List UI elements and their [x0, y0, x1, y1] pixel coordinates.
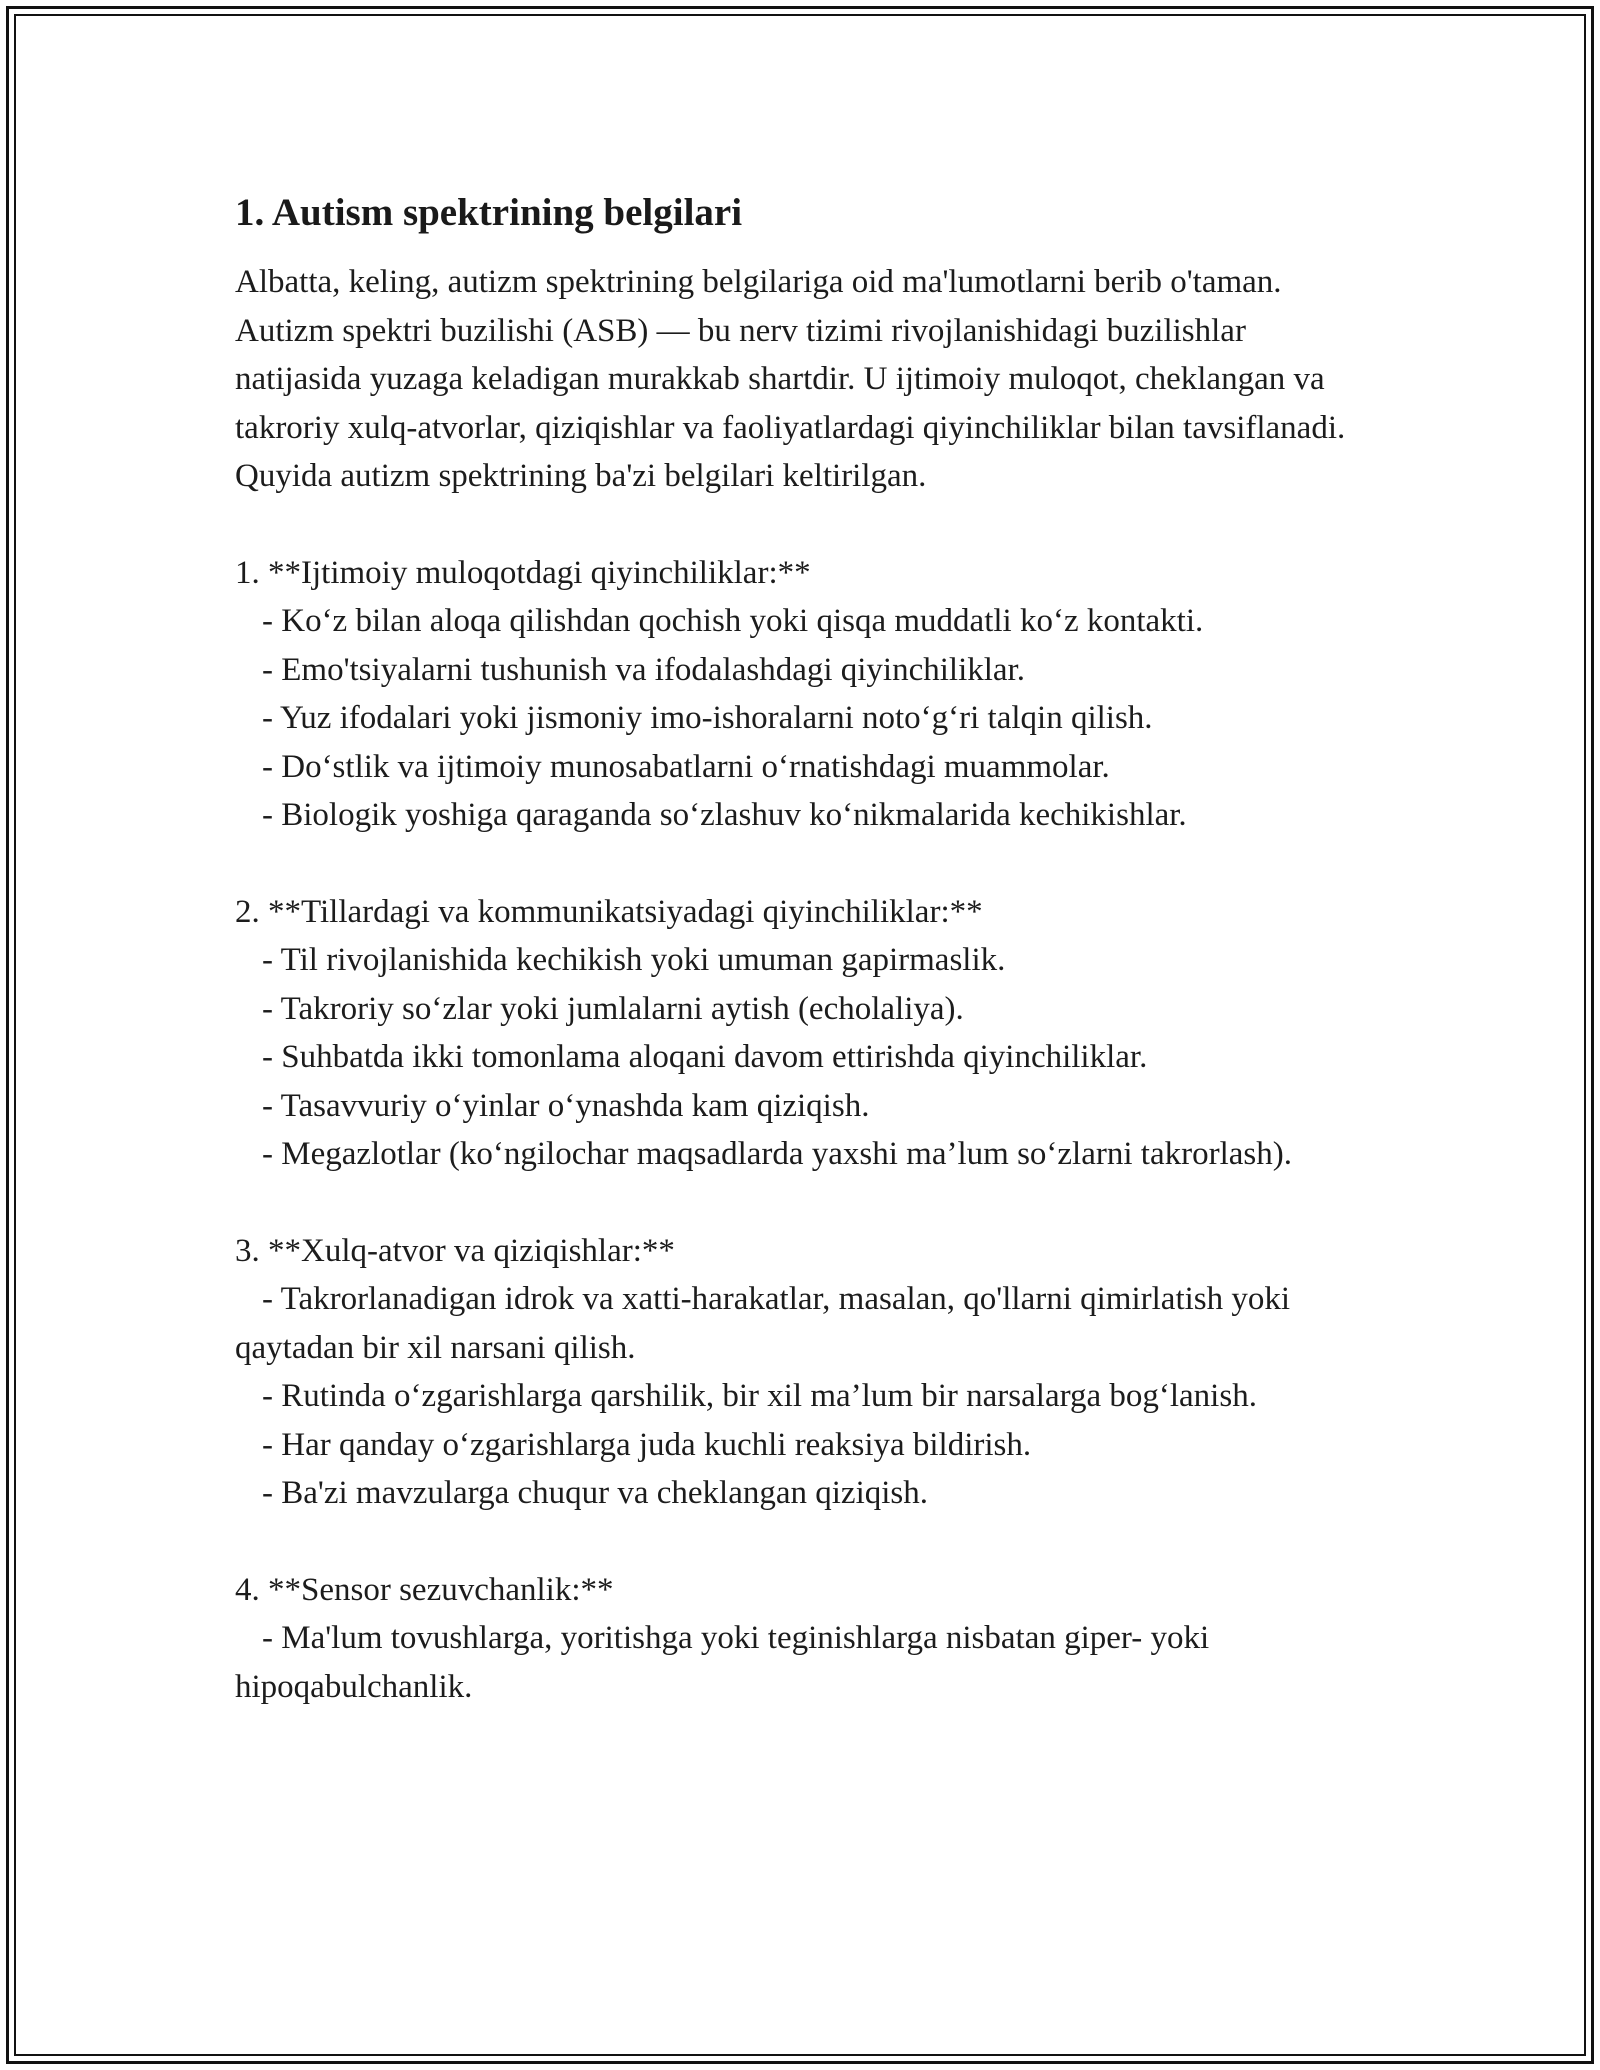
intro-paragraph: Albatta, keling, autizm spektrining belgilariga oid ma'lumotlarni berib o'taman. Autizm spektri buzilishi (ASB) — bu nerv tizimi rivojlanishidagi buzilishlar natijasida yuzaga keladigan murakkab shartdir. U ijtimoiy muloqot, cheklangan va takroriy xulq-atvorlar, qiziqishlar va faoliyatlardagi qiyinchiliklar bilan tavsiflanadi. Quyida autizm spektrining ba'zi belgilari keltirilgan.	[235, 264, 1346, 494]
section-sensory-sensitivity	[235, 1566, 1375, 1712]
list-item: - Rutinda o‘zgarishlarga qarshilik, bir xil ma’lum bir narsalarga bog‘lanish.	[262, 1378, 1257, 1414]
list-item: - Til rivojlanishida kechikish yoki umuman gapirmaslik.	[262, 942, 1006, 978]
list-item: - Do‘stlik va ijtimoiy munosabatlarni o‘rnatishdagi muammolar.	[262, 748, 1110, 785]
list-item: - Har qanday o‘zgarishlarga juda kuchli reaksiya bildirish.	[262, 1426, 1032, 1463]
section-behavior-interests	[235, 1227, 1375, 1518]
list-item: - Tasavvuriy o‘yinlar o‘ynashda kam qiziqish.	[262, 1087, 870, 1124]
list-item: - Emo'tsiyalarni tushunish va ifodalashdagi qiyinchiliklar.	[262, 651, 1025, 688]
list-item: - Biologik yoshiga qaraganda so‘zlashuv ko‘nikmalarida kechikishlar.	[262, 797, 1187, 833]
list-item: - Takroriy so‘zlar yoki jumlalarni aytish (echolaliya).	[262, 990, 964, 1027]
section-title: 3. **Xulq-atvor va qiziqishlar:**	[235, 1232, 675, 1269]
section-title: 1. **Ijtimoiy muloqotdagi qiyinchiliklar:**	[235, 554, 811, 591]
list-item: - Yuz ifodalari yoki jismoniy imo-ishoralarni noto‘g‘ri talqin qilish.	[262, 700, 1153, 736]
list-item: - Megazlotlar (ko‘ngilochar maqsadlarda yaxshi ma’lum so‘zlarni takrorlash).	[262, 1136, 1292, 1172]
list-item: - Suhbatda ikki tomonlama aloqani davom ettirishda qiyinchiliklar.	[262, 1039, 1148, 1075]
section-title: 4. **Sensor sezuvchanlik:**	[235, 1571, 614, 1608]
section-language-communication	[235, 888, 1375, 1179]
list-item: - Ba'zi mavzularga chuqur va cheklangan qiziqish.	[262, 1475, 929, 1511]
list-item: - Ma'lum tovushlarga, yoritishga yoki teginishlarga nisbatan giper- yoki hipoqabulchanlik.	[235, 1620, 1210, 1705]
section-title: 2. **Tillardagi va kommunikatsiyadagi qiyinchiliklar:**	[235, 893, 983, 930]
section-social-communication	[235, 549, 1375, 840]
list-item: - Ko‘z bilan aloqa qilishdan qochish yoki qisqa muddatli ko‘z kontakti.	[262, 603, 1204, 639]
list-item: - Takrorlanadigan idrok va xatti-harakatlar, masalan, qo'llarni qimirlatish yoki qaytadan bir xil narsani qilish.	[235, 1281, 1291, 1366]
page-title: 1. Autism spektrining belgilari	[235, 191, 743, 234]
document-body	[235, 188, 1375, 1759]
